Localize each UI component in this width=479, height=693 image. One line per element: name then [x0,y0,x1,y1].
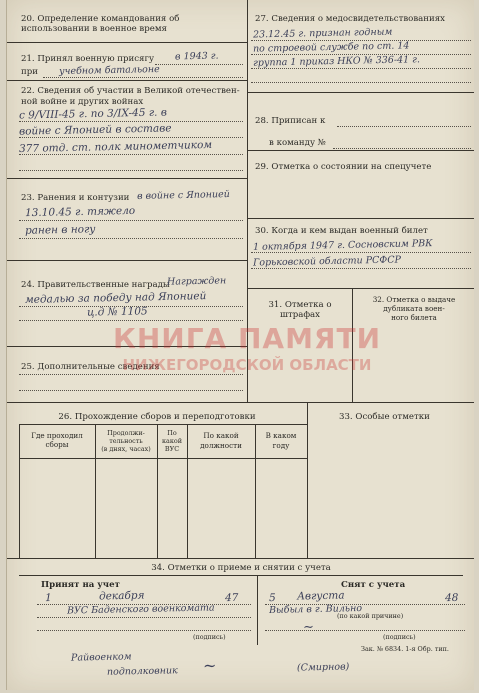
sec25-label: 25. Дополнительные сведения [21,362,160,372]
sec23-hw-2: 13.10.45 г. тяжело [24,204,136,220]
sec21-year: в 1943 г. [174,50,219,63]
sec24-hw-2: медалью за победу над Японией [24,290,207,306]
sec33-label: 33. Особые отметки [339,412,430,422]
sec30-hw-1: 1 октября 1947 г. Сосновским РВК [252,238,433,253]
footer-signature: ~ [202,655,217,676]
sec22-hw-1: с 9/VIII-45 г. по 3/IX-45 г. в [18,106,168,122]
sec34-removed-cause: (по какой причине) [337,612,404,620]
sec23-label: 23. Ранения и контузии [21,193,130,203]
sec34-removed-month: Августа [296,589,345,603]
sec26-col-where: Где проходил сборы [31,431,83,449]
sec23-hw-3: ранен в ногу [24,223,96,237]
sec26-col-dur-2: тельность [109,437,143,445]
sec22-label-1: 22. Сведения об участии в Великой отечествен- [21,86,240,96]
sec26-col-year-1: В каком [265,431,297,440]
sec26-col-year-2: году [272,441,290,450]
sec29-label: 29. Отметка о состоянии на спецучете [255,162,432,172]
watermark-subtitle: НИЖЕГОРОДСКОЙ ОБЛАСТИ [122,356,372,374]
sec24-hw-1: Награжден [166,275,227,288]
sec34-removed-sign: (подпись) [383,633,416,641]
footer-rank: подполковник [106,665,178,678]
footer-name: (Смирнов) [296,661,350,674]
sec32-label-3: ного билета [391,313,437,322]
sec34-taken-reason: ВУС Баденского военкомата [66,602,215,617]
footer-print-info: Зак. № 6834. 1-я Обр. тип. [361,645,449,653]
sec26-col-dur-1: Продолжи- [107,429,145,437]
watermark-title: КНИГА ПАМЯТИ [112,322,382,355]
military-card-page [6,0,474,690]
sec34-taken-sign: (подпись) [193,633,226,641]
sec21-unit: учебном батальоне [58,63,160,78]
sec32-label-1: 32. Отметка о выдаче [372,295,456,304]
sec26-title: 26. Прохождение сборов и переподготовки [58,412,256,422]
sec28-label-1: 28. Приписан к [255,116,326,126]
sec30-label: 30. Когда и кем выдан военный билет [255,226,428,236]
sec22-hw-3: 377 отд. ст. полк минометчиком [18,138,213,156]
sec21-label: 21. Принял военную присягу [21,54,155,64]
sec34-taken-label: Принят на учет [41,580,120,590]
sec26-col-vus-3: ВУС [164,445,180,453]
sec34-taken-day: 1 [44,591,52,605]
sec34-taken-year: 47 [224,591,239,605]
sec34-removed-year: 48 [444,591,459,605]
sec34-removed-signature: ~ [302,619,315,636]
sec27-label: 27. Сведения о медосвидетельствованиях [255,14,446,24]
sec22-label-2: ной войне и других войнах [21,97,144,107]
sec34-removed-label: Снят с учета [341,580,406,590]
sec32-label-2: дубликата воен- [383,304,445,313]
footer-rvk: Райвоенком [70,651,132,664]
sec26-col-pos-1: По какой [203,431,239,440]
sec24-hw-3: ц.д № 1105 [86,305,148,319]
sec20-label: 20. Определение командования об использовании в военное время [21,14,180,34]
sec23-hw-1: в войне с Японией [136,189,230,202]
sec31-label-1: 31. Отметка о [268,300,332,310]
sec30-hw-2: Горьковской области РСФСР [252,254,402,269]
sec34-title: 34. Отметки о приеме и снятии с учета [151,563,331,573]
sec26-col-dur-3: (в днях, часах) [101,445,151,453]
sec26-col-vus-1: По [167,429,177,437]
sec34-removed-day: 5 [268,591,276,605]
sec22-hw-2: войне с Японией в составе [18,122,172,138]
sec24-label: 24. Правительственные награды [21,280,170,290]
sec31-label-2: штрафах [279,310,321,320]
sec34-removed-reason: Выбыл в г. Вильно [268,603,363,616]
sec27-hw-2: по строевой службе по ст. 14 [252,40,410,55]
sec26-col-vus-2: какой [162,437,182,445]
sec34-taken-month: декабря [98,589,145,603]
sec27-hw-3: группа 1 приказ НКО № 336-41 г. [252,54,421,69]
sec26-col-pos-2: должности [200,441,242,450]
sec27-hw-1: 23.12.45 г. признан годным [252,26,393,41]
sec28-label-2: в команду № [269,138,326,148]
sec21-label-b: при [21,67,38,77]
